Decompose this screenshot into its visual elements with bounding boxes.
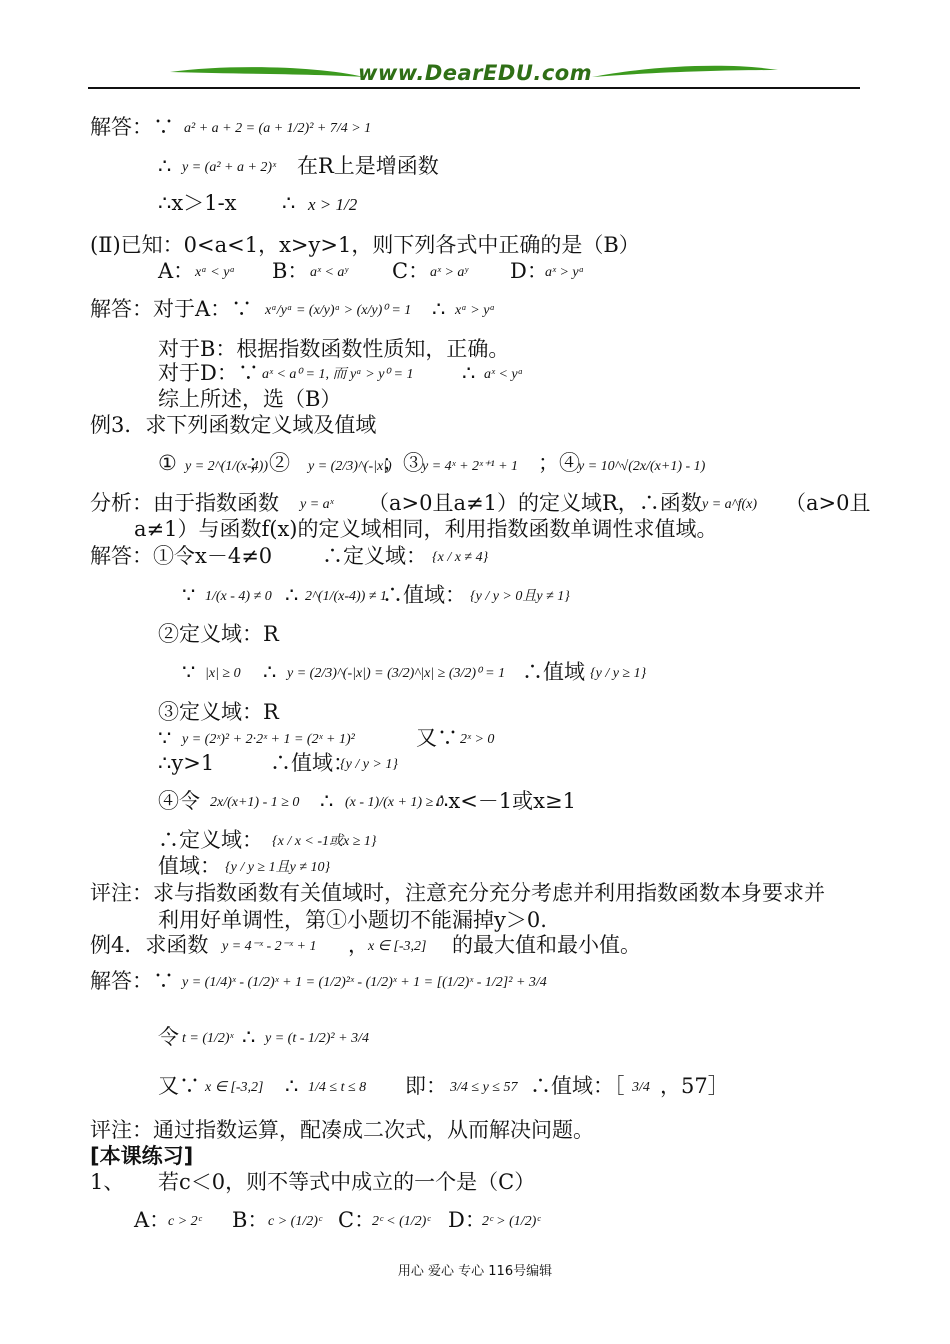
option-d: aˣ > yᵃ [545, 264, 585, 280]
text: ；② [248, 451, 290, 475]
option-a: xᵃ < yᵃ [195, 264, 236, 280]
formula: y = 4⁻ˣ - 2⁻ˣ + 1 [222, 938, 317, 954]
formula: 3/4 [632, 1079, 650, 1095]
formula: {x / x ≠ 4} [432, 549, 489, 565]
therefore: ∴ [320, 789, 334, 813]
because: ∵ [182, 660, 196, 684]
text: 对于D：∵ [158, 361, 259, 385]
option-c: aˣ > aʸ [430, 264, 468, 280]
formula: {y / y ≥ 1且y ≠ 10} [225, 859, 331, 875]
formula: xᵃ > yᵃ [455, 302, 496, 318]
text: ∴值域 [522, 660, 585, 684]
therefore: ∴ [432, 297, 446, 321]
example-4-title: 例4．求函数 [90, 933, 209, 957]
option-c: 2ᶜ < (1/2)ᶜ [372, 1213, 431, 1229]
section-heading: [本课练习] [90, 1144, 194, 1168]
text: （a>0且 [785, 491, 871, 515]
example-3-title: 例3．求下列函数定义域及值域 [90, 413, 377, 437]
formula: 2^(1/(x-4)) ≠ 1 [305, 588, 388, 604]
text: ① [158, 451, 177, 475]
formula: |x| ≥ 0 [205, 665, 241, 681]
text: ∴x<－1或x≥1 [435, 789, 576, 813]
text: 综上所述，选（B） [158, 387, 342, 411]
formula: {x / x < -1或x ≥ 1} [272, 833, 377, 849]
formula: y = (2ˣ)² + 2·2ˣ + 1 = (2ˣ + 1)² [182, 731, 355, 747]
formula: 2x/(x+1) - 1 ≥ 0 [210, 794, 300, 810]
therefore: ∴ [282, 191, 296, 215]
text: 又∵ [158, 1074, 200, 1098]
text: ∴值域： [382, 583, 466, 607]
option-a-label: A： [134, 1208, 171, 1232]
site-logo-text: www.DearEDU.com [358, 61, 593, 85]
formula: x > 1/2 [308, 194, 358, 214]
formula: y = 10^√(2x/(x+1) - 1) [578, 458, 706, 474]
text: ③定义域：R [158, 700, 279, 724]
text: ∴定义域： [322, 544, 427, 568]
formula: {y / y > 0且y ≠ 1} [470, 588, 570, 604]
option-b: c > (1/2)ᶜ [268, 1213, 322, 1229]
because: ∵ [158, 726, 172, 750]
formula: aˣ < a⁰ = 1, 而 yᵃ > y⁰ = 1 [262, 366, 414, 382]
text: ；③ [382, 451, 424, 475]
text: ∴值域： [270, 751, 354, 775]
formula: y = 4ˣ + 2ˣ⁺¹ + 1 [422, 458, 519, 474]
formula: y = 2^(1/(x-4)) [185, 458, 268, 474]
text: ④令 [158, 789, 200, 813]
formula: y = (2/3)^(-|x|) [308, 458, 392, 474]
text: 解答：①令x－4≠0 [90, 544, 273, 568]
text: ；④ [538, 451, 580, 475]
text: 评注：通过指数运算，配凑成二次式，从而解决问题。 [90, 1118, 594, 1142]
formula: 1/(x - 4) ≠ 0 [205, 588, 272, 604]
text: 对于B：根据指数函数性质知，正确。 [158, 337, 510, 361]
formula: y = (1/4)ˣ - (1/2)ˣ + 1 = (1/2)²ˣ - (1/2)ˣ + 1 = [(1/2)ˣ - 1/2]² + 3/4 [182, 974, 547, 990]
formula: xᵃ/yᵃ = (x/y)ᵃ > (x/y)⁰ = 1 [265, 302, 412, 318]
formula: a² + a + 2 = (a + 1/2)² + 7/4 > 1 [184, 120, 372, 136]
text: 评注：求与指数函数有关值域时，注意充分充分考虑并利用指数函数本身要求并 [90, 881, 825, 905]
option-b-label: B： [272, 259, 309, 283]
text: ②定义域：R [158, 622, 279, 646]
formula: 1/4 ≤ t ≤ 8 [308, 1079, 367, 1095]
therefore: ∴ [263, 660, 277, 684]
option-d-label: D： [510, 259, 548, 283]
text: 分析：由于指数函数 [90, 491, 279, 515]
answer-label: 解答：∵ [90, 969, 174, 993]
text: 在R上是增函数 [297, 154, 439, 178]
answer-label: 解答：对于A：∵ [90, 297, 253, 321]
formula: y = (t - 1/2)² + 3/4 [265, 1030, 369, 1046]
question-ii: (Ⅱ)已知：0<a<1，x>y>1，则下列各式中正确的是（B） [90, 233, 640, 257]
text: （a>0且a≠1）的定义域R，∴函数 [368, 491, 702, 515]
exercise-text: 若c＜0，则不等式中成立的一个是（C） [158, 1170, 536, 1194]
formula: aˣ < yᵃ [484, 366, 524, 382]
header-rule [88, 87, 860, 89]
header-logo [168, 58, 780, 88]
formula: x ∈ [-3,2] [368, 938, 427, 954]
option-b-label: B： [232, 1208, 269, 1232]
text: 令 [158, 1025, 179, 1049]
therefore: ∴ [242, 1025, 256, 1049]
page-footer: 用心 爱心 专心 116号编辑 [397, 1264, 553, 1279]
formula: {y / y ≥ 1} [590, 665, 647, 681]
text: 值域： [158, 854, 221, 878]
text: 利用好单调性，第①小题切不能漏掉y＞0. [158, 908, 547, 932]
formula: y = a^f(x) [702, 496, 757, 512]
text: a≠1）与函数f(x)的定义域相同，利用指数函数单调性求值域。 [134, 517, 718, 541]
therefore: ∴ [285, 583, 299, 607]
formula: t = (1/2)ˣ [182, 1030, 234, 1046]
formula: {y / y > 1} [340, 756, 398, 772]
answer-label: 解答：∵ [90, 115, 174, 139]
text: ，57］ [660, 1074, 729, 1098]
text: ∴x＞1-x [158, 191, 237, 215]
option-c-label: C： [392, 259, 430, 283]
text: ∴定义域： [158, 828, 263, 852]
formula: x ∈ [-3,2] [205, 1079, 264, 1095]
text: ∴值域：［ [530, 1074, 625, 1098]
exercise-number: 1、 [90, 1170, 125, 1194]
formula: 3/4 ≤ y ≤ 57 [450, 1079, 518, 1095]
option-d-label: D： [448, 1208, 486, 1232]
text: 又∵ [416, 726, 458, 750]
therefore: ∴ [462, 361, 476, 385]
option-a: c > 2ᶜ [168, 1213, 202, 1229]
text: 的最大值和最小值。 [452, 933, 641, 957]
formula: (x - 1)/(x + 1) ≥ 0 [345, 794, 444, 810]
formula: y = (a² + a + 2)ˣ [182, 159, 277, 175]
option-c-label: C： [338, 1208, 376, 1232]
formula: y = aˣ [300, 496, 334, 512]
text: ∴y>1 [158, 751, 215, 775]
text: 即： [405, 1074, 447, 1098]
option-b: aˣ < aʸ [310, 264, 348, 280]
because: ∵ [182, 583, 196, 607]
formula: 2ˣ > 0 [460, 731, 495, 747]
formula: y = (2/3)^(-|x|) = (3/2)^|x| ≥ (3/2)⁰ = 1 [287, 665, 506, 681]
therefore: ∴ [158, 154, 172, 178]
option-d: 2ᶜ > (1/2)ᶜ [482, 1213, 541, 1229]
therefore: ∴ [285, 1074, 299, 1098]
option-a-label: A： [158, 259, 195, 283]
text: ， [348, 933, 369, 957]
